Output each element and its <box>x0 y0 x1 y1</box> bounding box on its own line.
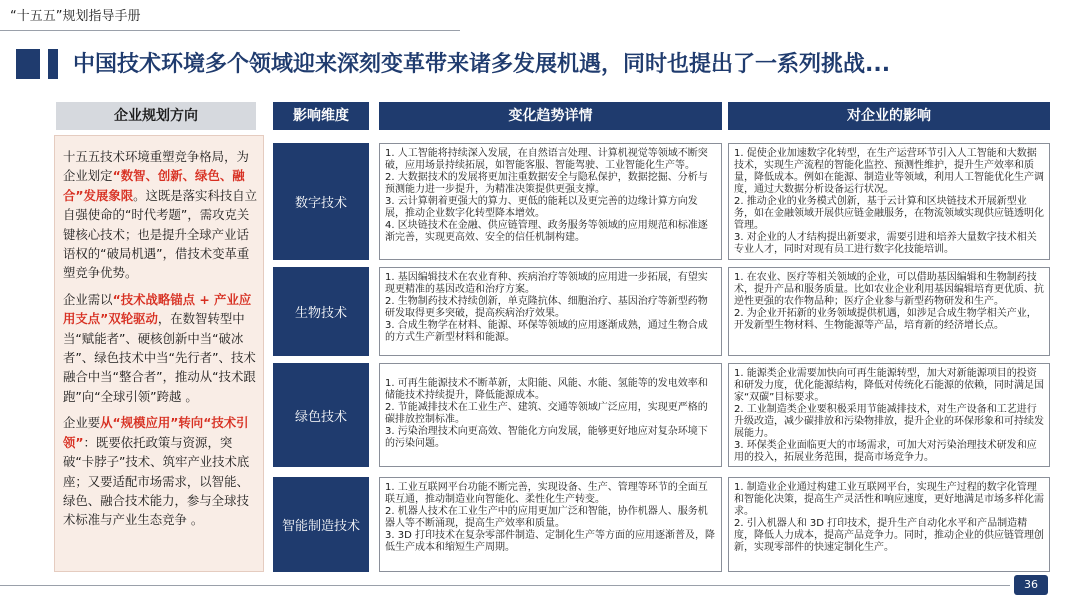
impact-item: 2. 为企业开拓新的业务领域提供机遇，如涉足合成生物学相关产业，开发新型生物材料、生物能源等产品，培育新的经济增长点。 <box>734 308 1037 331</box>
planning-direction-panel <box>54 135 264 572</box>
impact-item: 2. 推动企业的业务模式创新，基于云计算和区块链技术开展新型业务，如在金融领域开展供应链金融服务，在物流领域实现供应链透明化管理。 <box>734 196 1044 231</box>
trend-item: 1. 工业互联网平台功能不断完善，实现设备、生产、管理等环节的全面互联互通，推动制造业向智能化、柔性化生产转变。 <box>385 482 708 505</box>
trend-cell-green-tech <box>379 363 722 467</box>
page-number-badge: 36 <box>1014 575 1048 595</box>
header-enterprise-impact: 对企业的影响 <box>728 102 1050 130</box>
trend-item: 1. 可再生能源技术不断革新，太阳能、风能、水能、氢能等的发电效率和储能技术持续提升，降低能源成本。 <box>385 378 708 401</box>
title-marker-small <box>48 49 58 79</box>
trend-item: 2. 大数据技术的发展将更加注重数据安全与隐私保护，数据挖掘、分析与预测能力进一步提升，为精准决策提供更强支撑。 <box>385 172 708 195</box>
dimension-digital-tech: 数字技术 <box>273 143 369 260</box>
document-title: “十五五”规划指导手册 <box>10 9 141 24</box>
header-trend-details: 变化趋势详情 <box>379 102 722 130</box>
impact-cell-green-tech <box>728 363 1050 467</box>
header-dimension: 影响维度 <box>273 102 369 130</box>
trend-item: 1. 人工智能将持续深入发展，在自然语言处理、计算机视觉等领域不断突破，应用场景持续拓展，如智能客服、智能驾驶、工业智能化生产等。 <box>385 148 708 171</box>
impact-cell-smart-manufacturing <box>728 477 1050 572</box>
trend-item: 3. 污染治理技术向更高效、智能化方向发展，能够更好地应对复杂环境下的污染问题。 <box>385 426 708 449</box>
planning-paragraph-2: 企业需以“技术战略锚点 + 产业应用支点”双轮驱动，在数智转型中当“赋能者”、硬核创新中当“破冰者”、绿色技术中当“先行者”、技术融合中当“整合者”，推动从“技术跟跑”向“全球引领”跨越 。 <box>63 291 256 404</box>
trend-cell-smart-manufacturing <box>379 477 722 572</box>
bottom-divider <box>0 585 1010 586</box>
dimension-smart-manufacturing: 智能制造技术 <box>273 477 369 572</box>
impact-item: 1. 能源类企业需要加快向可再生能源转型，加大对新能源项目的投资和研发力度，优化能源结构，降低对传统化石能源的依赖，同时满足国家“双碳”目标要求。 <box>734 368 1044 403</box>
planning-paragraph-1: 十五五技术环境重塑竞争格局，为企业划定“数智、创新、绿色、融合”发展象限。这既是落实科技自立自强使命的“时代考题”，需攻克关键核心技术；也是提升全球产业话语权的“破局机遇”，借技术变革重塑竞争优势。 <box>63 149 258 281</box>
dimension-bio-tech: 生物技术 <box>273 267 369 356</box>
impact-item: 1. 促使企业加速数字化转型，在生产运营环节引入人工智能和大数据技术，实现生产流程的智能化监控、预测性维护，提升生产效率和质量，降低成本。例如在能源、制造业等领域，利用人工智能优化生产调度，通过大数据分析设备运行状况。 <box>734 148 1044 195</box>
top-divider <box>0 30 460 31</box>
impact-item: 1. 在农业、医疗等相关领域的企业，可以借助基因编辑和生物制药技术，提升产品和服务质量。比如农业企业利用基因编辑培育更优质、抗逆性更强的农作物品种；医疗企业参与新型药物研发和生产。 <box>734 272 1044 307</box>
trend-item: 1. 基因编辑技术在农业育种、疾病治疗等领域的应用进一步拓展，有望实现更精准的基因改造和治疗方案。 <box>385 272 708 295</box>
trend-cell-bio-tech <box>379 267 722 356</box>
trend-item: 3. 合成生物学在材料、能源、环保等领域的应用逐渐成熟，通过生物合成的方式生产新型材料和能源。 <box>385 320 708 343</box>
impact-item: 3. 对企业的人才结构提出新要求，需要引进和培养大量数字技术相关专业人才，同时对现有员工进行数字化技能培训。 <box>734 232 1037 255</box>
impact-item: 2. 引入机器人和 3D 打印技术，提升生产自动化水平和产品制造精度，降低人力成本，提高产品竞争力。同时，推动企业的供应链管理创新，实现零部件的快速定制化生产。 <box>734 518 1044 553</box>
impact-item: 3. 环保类企业面临更大的市场需求，可加大对污染治理技术研发和应用的投入，拓展业务范围，提高市场竞争力。 <box>734 440 1037 463</box>
impact-item: 1. 制造业企业通过构建工业互联网平台，实现生产过程的数字化管理和智能化决策，提高生产灵活性和响应速度，更好地满足市场多样化需求。 <box>734 482 1044 517</box>
trend-item: 2. 机器人技术在工业生产中的应用更加广泛和智能，协作机器人、服务机器人等不断涌现，提高生产效率和质量。 <box>385 506 708 529</box>
trend-item: 3. 3D 打印技术在复杂零部件制造、定制化生产等方面的应用逐渐普及，降低生产成本和缩短生产周期。 <box>385 530 715 553</box>
impact-cell-bio-tech <box>728 267 1050 356</box>
trend-cell-digital-tech <box>379 143 722 260</box>
impact-item: 2. 工业制造类企业要积极采用节能减排技术，对生产设备和工艺进行升级改造，减少碳排放和污染物排放，提升企业的环保形象和可持续发展能力。 <box>734 404 1044 439</box>
impact-cell-digital-tech <box>728 143 1050 260</box>
trend-item: 4. 区块链技术在金融、供应链管理、政务服务等领域的应用规范和标准逐渐完善，实现更高效、安全的信任机制构建。 <box>385 220 708 243</box>
trend-item: 2. 生物制药技术持续创新，单克隆抗体、细胞治疗、基因治疗等新型药物研发取得更多突破，提高疾病治疗效果。 <box>385 296 708 319</box>
trend-item: 2. 节能减排技术在工业生产、建筑、交通等领域广泛应用，实现更严格的碳排放控制标准。 <box>385 402 708 425</box>
title-marker-large <box>16 49 40 79</box>
trend-item: 3. 云计算朝着更强大的算力、更低的能耗以及更完善的边缘计算方向发展，推动企业数字化转型降本增效。 <box>385 196 698 219</box>
dimension-green-tech: 绿色技术 <box>273 363 369 467</box>
header-planning-direction: 企业规划方向 <box>56 102 256 130</box>
page-headline: 中国技术环境多个领域迎来深刻变革带来诸多发展机遇，同时也提出了一系列挑战... <box>73 52 891 77</box>
planning-paragraph-3: 企业要从“规模应用”转向“技术引领”：既要依托政策与资源，突破“卡脖子”技术、筑牢产业技术底座；又要适配市场需求，以智能、绿色、融合技术能力，参与全球技术标准与产业生态竞争 。 <box>63 415 250 528</box>
